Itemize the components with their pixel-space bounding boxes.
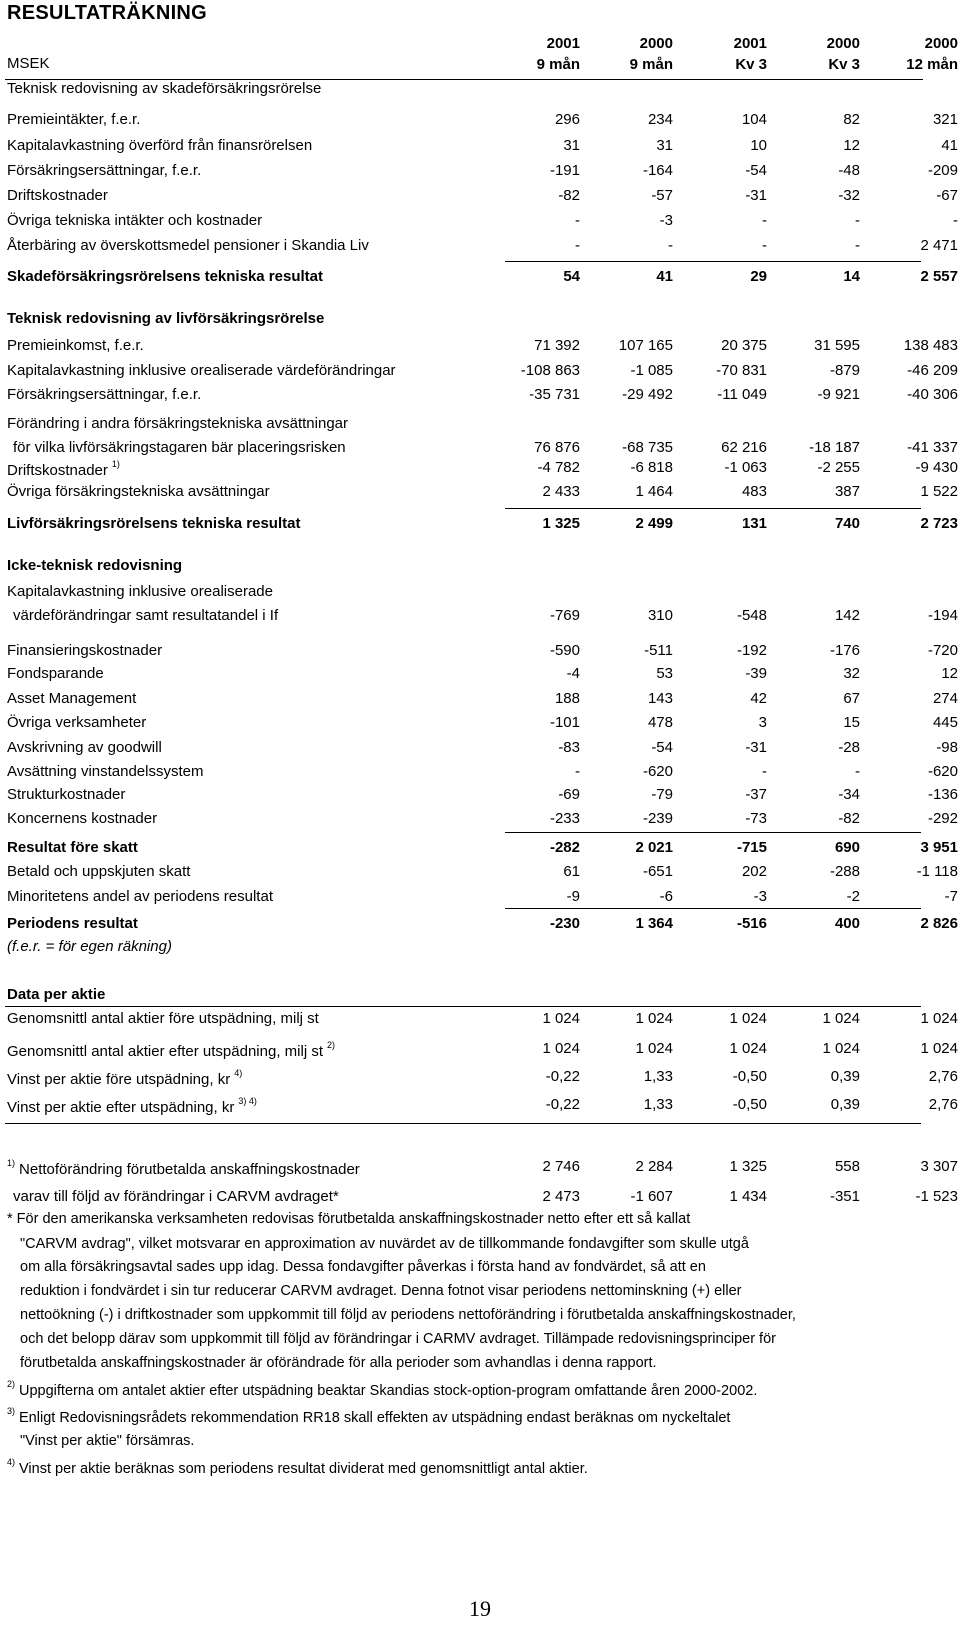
cell-value: -1 523 xyxy=(915,1188,958,1205)
row-label: Fondsparande xyxy=(7,665,104,682)
cell-value: 1 024 xyxy=(920,1010,958,1027)
cell-value: 2 723 xyxy=(920,515,958,532)
footnote-star-line: "CARVM avdrag", vilket motsvarar en approximation av nuvärdet av de tillkommande fondavgifter som skulle utgå xyxy=(20,1236,749,1252)
cell-value: -31 xyxy=(745,739,767,756)
cell-value: -67 xyxy=(936,187,958,204)
row-label: Avsättning vinstandelssystem xyxy=(7,763,204,780)
footnote-f3: "Vinst per aktie" försämras. xyxy=(20,1433,195,1449)
cell-value: 0,39 xyxy=(830,1096,860,1113)
cell-value: -40 306 xyxy=(907,386,958,403)
row-label: Premieintäkter, f.e.r. xyxy=(7,111,141,128)
row-label: Genomsnittl antal aktier efter utspädning, milj st $^{2)}$ xyxy=(7,1040,335,1060)
footnote-star-line: och det belopp därav som uppkommit till följd av förändringar i CARMV avdraget. Tillämpade redovisningsprinciper för xyxy=(20,1331,776,1347)
cell-value: 76 876 xyxy=(534,439,580,456)
footnote-marker: 1) xyxy=(7,1158,16,1168)
cell-value: -769 xyxy=(549,607,580,624)
footnote-star-line: nettoökning (-) i driftkostnader som uppkommit till följd av periodens nettoförändring i förutbetalda anskaffningskostnader, xyxy=(20,1307,796,1323)
cell-value: 104 xyxy=(741,111,767,128)
cell-value: -3 xyxy=(659,212,673,229)
cell-value: -0,50 xyxy=(732,1096,767,1113)
page-number: 19 xyxy=(469,1596,491,1621)
cell-value: 188 xyxy=(554,690,580,707)
cell-value: -79 xyxy=(651,786,673,803)
row-label: Koncernens kostnader xyxy=(7,810,158,827)
cell-value: 1 024 xyxy=(822,1010,860,1027)
cell-value: -4 xyxy=(566,665,580,682)
row-label: Driftskostnader $^{1)}$ xyxy=(7,459,120,479)
cell-value: -7 xyxy=(944,888,958,905)
cell-value: 3 951 xyxy=(920,839,958,856)
page-title: RESULTATRÄKNING xyxy=(7,2,208,24)
row-label: Vinst per aktie före utspädning, kr $^{4)}$ xyxy=(7,1068,243,1088)
cell-value: -54 xyxy=(651,739,673,756)
cell-value: -2 xyxy=(846,888,860,905)
cell-value: 234 xyxy=(647,111,673,128)
cell-value: -548 xyxy=(736,607,767,624)
cell-value: -18 187 xyxy=(809,439,860,456)
cell-value: 1 325 xyxy=(729,1158,767,1175)
cell-value: 3 307 xyxy=(920,1158,958,1175)
cell-value: -176 xyxy=(829,642,860,659)
cell-value: 12 xyxy=(941,665,958,682)
cell-value: 42 xyxy=(750,690,767,707)
cell-value: - xyxy=(575,237,580,254)
row-label-continued: för vilka livförsäkringstagaren bär placeringsrisken xyxy=(13,439,346,456)
cell-value: -9 xyxy=(566,888,580,905)
row-label: Försäkringsersättningar, f.e.r. xyxy=(7,386,202,403)
subtotal-label: Livförsäkringsrörelsens tekniska resultat xyxy=(7,515,301,532)
footnote-f4: $^{4)}$ Vinst per aktie beräknas som periodens resultat dividerat med genomsnittligt antal aktier. xyxy=(7,1457,588,1477)
cell-value: - xyxy=(953,212,958,229)
row-label: Kapitalavkastning överförd från finansrörelsen xyxy=(7,137,313,154)
cell-value: 41 xyxy=(941,137,958,154)
row-label: Minoritetens andel av periodens resultat xyxy=(7,888,273,905)
rule xyxy=(505,832,921,833)
cell-value: 32 xyxy=(843,665,860,682)
rule xyxy=(505,908,921,909)
row-label: Strukturkostnader xyxy=(7,786,126,803)
cell-value: -39 xyxy=(745,665,767,682)
cell-value: -516 xyxy=(736,915,767,932)
cell-value: -46 209 xyxy=(907,362,958,379)
column-header-5: 2000 12 mån xyxy=(906,35,958,73)
footnote-1-label: $^{1)}$ Nettoförändring förutbetalda anskaffningskostnader xyxy=(7,1158,360,1178)
row-label: Driftskostnader xyxy=(7,187,108,204)
cell-value: 0,39 xyxy=(830,1068,860,1085)
row-label: Genomsnittl antal aktier före utspädning, milj st xyxy=(7,1010,319,1027)
row-label: Asset Management xyxy=(7,690,137,707)
unit-label: MSEK xyxy=(7,55,50,72)
cell-value: -191 xyxy=(549,162,580,179)
cell-value: 2,76 xyxy=(928,1096,958,1113)
cell-value: 53 xyxy=(656,665,673,682)
column-header-2: 2000 9 mån xyxy=(629,35,673,73)
row-label: Kapitalavkastning inklusive orealiserade xyxy=(7,583,273,600)
cell-value: 10 xyxy=(750,137,767,154)
cell-value: 1 522 xyxy=(920,483,958,500)
row-label: Avskrivning av goodwill xyxy=(7,739,162,756)
footnote-1b-label: varav till följd av förändringar i CARVM avdraget* xyxy=(13,1188,339,1205)
cell-value: 12 xyxy=(843,137,860,154)
row-label: Övriga tekniska intäkter och kostnader xyxy=(7,212,263,229)
cell-value: -57 xyxy=(651,187,673,204)
cell-value: -82 xyxy=(838,810,860,827)
cell-value: 483 xyxy=(741,483,767,500)
cell-value: -164 xyxy=(642,162,673,179)
cell-value: 2 433 xyxy=(542,483,580,500)
total-label: Resultat före skatt xyxy=(7,839,138,856)
cell-value: -590 xyxy=(549,642,580,659)
cell-value: 142 xyxy=(834,607,860,624)
cell-value: 2,76 xyxy=(928,1068,958,1085)
cell-value: 2 021 xyxy=(635,839,673,856)
section-heading: Icke-teknisk redovisning xyxy=(7,557,183,574)
section-heading: Data per aktie xyxy=(7,986,106,1003)
cell-value: 387 xyxy=(834,483,860,500)
cell-value: -620 xyxy=(642,763,673,780)
footnote-marker: 4) xyxy=(7,1457,16,1467)
row-label: Övriga verksamheter xyxy=(7,714,147,731)
cell-value: 558 xyxy=(834,1158,860,1175)
cell-value: -192 xyxy=(736,642,767,659)
rule xyxy=(505,508,921,509)
row-label: Kapitalavkastning inklusive orealiserade värdeförändringar xyxy=(7,362,396,379)
cell-value: -1 085 xyxy=(630,362,673,379)
cell-value: -31 xyxy=(745,187,767,204)
cell-value: 14 xyxy=(843,268,860,285)
cell-value: 107 165 xyxy=(618,337,673,354)
cell-value: -6 818 xyxy=(630,459,673,476)
footnote-marker: 1) xyxy=(111,459,120,469)
column-header-3: 2001 Kv 3 xyxy=(733,35,767,73)
rule xyxy=(5,1123,921,1124)
cell-value: - xyxy=(762,237,767,254)
cell-value: -282 xyxy=(549,839,580,856)
row-label: Övriga försäkringstekniska avsättningar xyxy=(7,483,270,500)
cell-value: - xyxy=(575,763,580,780)
cell-value: -41 337 xyxy=(907,439,958,456)
cell-value: -209 xyxy=(927,162,958,179)
cell-value: 15 xyxy=(843,714,860,731)
cell-value: -37 xyxy=(745,786,767,803)
cell-value: -83 xyxy=(558,739,580,756)
cell-value: 138 483 xyxy=(903,337,958,354)
cell-value: -1 063 xyxy=(724,459,767,476)
footnote-marker: 4) xyxy=(234,1068,243,1078)
cell-value: 2 499 xyxy=(635,515,673,532)
cell-value: -54 xyxy=(745,162,767,179)
cell-value: 2 473 xyxy=(542,1188,580,1205)
cell-value: -1 118 xyxy=(916,863,958,880)
cell-value: 1 464 xyxy=(635,483,673,500)
row-label: Förändring i andra försäkringstekniska avsättningar xyxy=(7,415,349,432)
cell-value: -715 xyxy=(736,839,767,856)
footnote-f2: $^{2)}$ Uppgifterna om antalet aktier efter utspädning beaktar Skandias stock-option-program omfattande åren 2000-2002. xyxy=(7,1379,758,1399)
cell-value: 274 xyxy=(932,690,958,707)
cell-value: 62 216 xyxy=(721,439,767,456)
cell-value: -136 xyxy=(927,786,958,803)
cell-value: 740 xyxy=(834,515,860,532)
footnote-star-line: om alla försäkringsavtal sades upp idag. Dessa fondavgifter påverkas i första hand av fondvärdet, så att en xyxy=(20,1259,706,1275)
cell-value: -70 831 xyxy=(716,362,767,379)
cell-value: 400 xyxy=(834,915,860,932)
row-label: Finansieringskostnader xyxy=(7,642,163,659)
cell-value: 1 434 xyxy=(729,1188,767,1205)
fer-definition: (f.e.r. = för egen räkning) xyxy=(7,938,172,955)
cell-value: 1 024 xyxy=(542,1010,580,1027)
cell-value: 2 284 xyxy=(635,1158,673,1175)
cell-value: 71 392 xyxy=(534,337,580,354)
cell-value: 143 xyxy=(647,690,673,707)
cell-value: -32 xyxy=(838,187,860,204)
cell-value: 3 xyxy=(758,714,767,731)
cell-value: -0,22 xyxy=(545,1096,580,1113)
cell-value: -9 430 xyxy=(915,459,958,476)
cell-value: -351 xyxy=(829,1188,860,1205)
cell-value: 445 xyxy=(932,714,958,731)
cell-value: -98 xyxy=(936,739,958,756)
footnote-marker: 3) xyxy=(7,1406,16,1416)
rule xyxy=(5,1006,921,1007)
cell-value: - xyxy=(855,763,860,780)
subtotal-label: Skadeförsäkringsrörelsens tekniska resultat xyxy=(7,268,323,285)
cell-value: -651 xyxy=(642,863,673,880)
cell-value: -0,22 xyxy=(545,1068,580,1085)
cell-value: - xyxy=(855,237,860,254)
cell-value: 1 024 xyxy=(635,1010,673,1027)
footnote-star-line: * För den amerikanska verksamheten redovisas förutbetalda anskaffningskostnader netto efter ett så kallat xyxy=(7,1211,691,1227)
cell-value: -879 xyxy=(829,362,860,379)
cell-value: -511 xyxy=(644,642,673,659)
cell-value: 321 xyxy=(932,111,958,128)
column-header-4: 2000 Kv 3 xyxy=(826,35,860,73)
row-label: Vinst per aktie efter utspädning, kr $^{3) 4)}$ xyxy=(7,1096,257,1116)
cell-value: -28 xyxy=(838,739,860,756)
cell-value: -108 863 xyxy=(520,362,580,379)
footnote-f3: $^{3)}$ Enligt Redovisningsrådets rekommendation RR18 skall effekten av utspädning endast beräknas om nyckeltalet xyxy=(7,1406,731,1426)
cell-value: -11 049 xyxy=(717,386,767,403)
row-label: Återbäring av överskottsmedel pensioner i Skandia Liv xyxy=(7,237,369,254)
cell-value: -82 xyxy=(558,187,580,204)
cell-value: -288 xyxy=(829,863,860,880)
column-header-1: 2001 9 mån xyxy=(536,35,580,73)
cell-value: -48 xyxy=(838,162,860,179)
row-label: Betald och uppskjuten skatt xyxy=(7,863,191,880)
cell-value: 2 746 xyxy=(542,1158,580,1175)
cell-value: 29 xyxy=(750,268,767,285)
cell-value: - xyxy=(762,212,767,229)
cell-value: 1 024 xyxy=(729,1040,767,1057)
cell-value: 1 024 xyxy=(822,1040,860,1057)
cell-value: 1 325 xyxy=(542,515,580,532)
cell-value: - xyxy=(575,212,580,229)
cell-value: -194 xyxy=(927,607,958,624)
cell-value: -68 735 xyxy=(622,439,673,456)
cell-value: - xyxy=(855,212,860,229)
cell-value: -1 607 xyxy=(630,1188,673,1205)
cell-value: 1 364 xyxy=(635,915,673,932)
cell-value: 67 xyxy=(843,690,860,707)
row-label: Försäkringsersättningar, f.e.r. xyxy=(7,162,202,179)
cell-value: -230 xyxy=(549,915,580,932)
footnote-marker: 2) xyxy=(326,1040,335,1050)
cell-value: 310 xyxy=(647,607,673,624)
cell-value: -292 xyxy=(927,810,958,827)
row-label-continued: värdeförändringar samt resultatandel i If xyxy=(13,607,279,624)
cell-value: - xyxy=(762,763,767,780)
cell-value: 1 024 xyxy=(729,1010,767,1027)
cell-value: 1 024 xyxy=(635,1040,673,1057)
cell-value: -233 xyxy=(549,810,580,827)
cell-value: -0,50 xyxy=(732,1068,767,1085)
cell-value: -101 xyxy=(549,714,580,731)
cell-value: -620 xyxy=(927,763,958,780)
cell-value: 131 xyxy=(741,515,767,532)
cell-value: 1 024 xyxy=(542,1040,580,1057)
section-heading: Teknisk redovisning av skadeförsäkringsrörelse xyxy=(7,80,322,97)
cell-value: 54 xyxy=(563,268,580,285)
cell-value: 31 xyxy=(656,137,673,154)
footnote-star-line: förutbetalda anskaffningskostnader är oförändrade för alla perioder som avhandlas i denna rapport. xyxy=(20,1355,657,1371)
cell-value: -35 731 xyxy=(529,386,580,403)
rule xyxy=(505,261,921,262)
cell-value: -73 xyxy=(745,810,767,827)
cell-value: -34 xyxy=(838,786,860,803)
cell-value: 2 826 xyxy=(920,915,958,932)
cell-value: -69 xyxy=(558,786,580,803)
cell-value: 31 xyxy=(563,137,580,154)
cell-value: 41 xyxy=(656,268,673,285)
cell-value: 31 595 xyxy=(814,337,860,354)
cell-value: 20 375 xyxy=(721,337,767,354)
cell-value: 296 xyxy=(554,111,580,128)
cell-value: 690 xyxy=(834,839,860,856)
cell-value: -2 255 xyxy=(817,459,860,476)
cell-value: 1,33 xyxy=(643,1096,673,1113)
cell-value: -239 xyxy=(642,810,673,827)
cell-value: -4 782 xyxy=(537,459,580,476)
cell-value: -9 921 xyxy=(817,386,860,403)
footnote-marker: 2) xyxy=(7,1379,16,1389)
cell-value: - xyxy=(668,237,673,254)
cell-value: 202 xyxy=(741,863,767,880)
cell-value: 2 471 xyxy=(920,237,958,254)
cell-value: -29 492 xyxy=(622,386,673,403)
footnote-marker: 3) 4) xyxy=(238,1096,257,1106)
cell-value: 61 xyxy=(563,863,580,880)
section-heading: Teknisk redovisning av livförsäkringsrörelse xyxy=(7,310,325,327)
cell-value: -6 xyxy=(659,888,673,905)
total-label: Periodens resultat xyxy=(7,915,138,932)
cell-value: 478 xyxy=(647,714,673,731)
cell-value: 82 xyxy=(843,111,860,128)
cell-value: 1,33 xyxy=(643,1068,673,1085)
row-label: Premieinkomst, f.e.r. xyxy=(7,337,144,354)
cell-value: -720 xyxy=(927,642,958,659)
footnote-star-line: reduktion i fondvärdet i sin tur reducerar CARVM avdraget. Denna fotnot visar periodens nettominskning (+) eller xyxy=(20,1283,742,1299)
cell-value: -3 xyxy=(753,888,767,905)
cell-value: 2 557 xyxy=(920,268,958,285)
cell-value: 1 024 xyxy=(920,1040,958,1057)
